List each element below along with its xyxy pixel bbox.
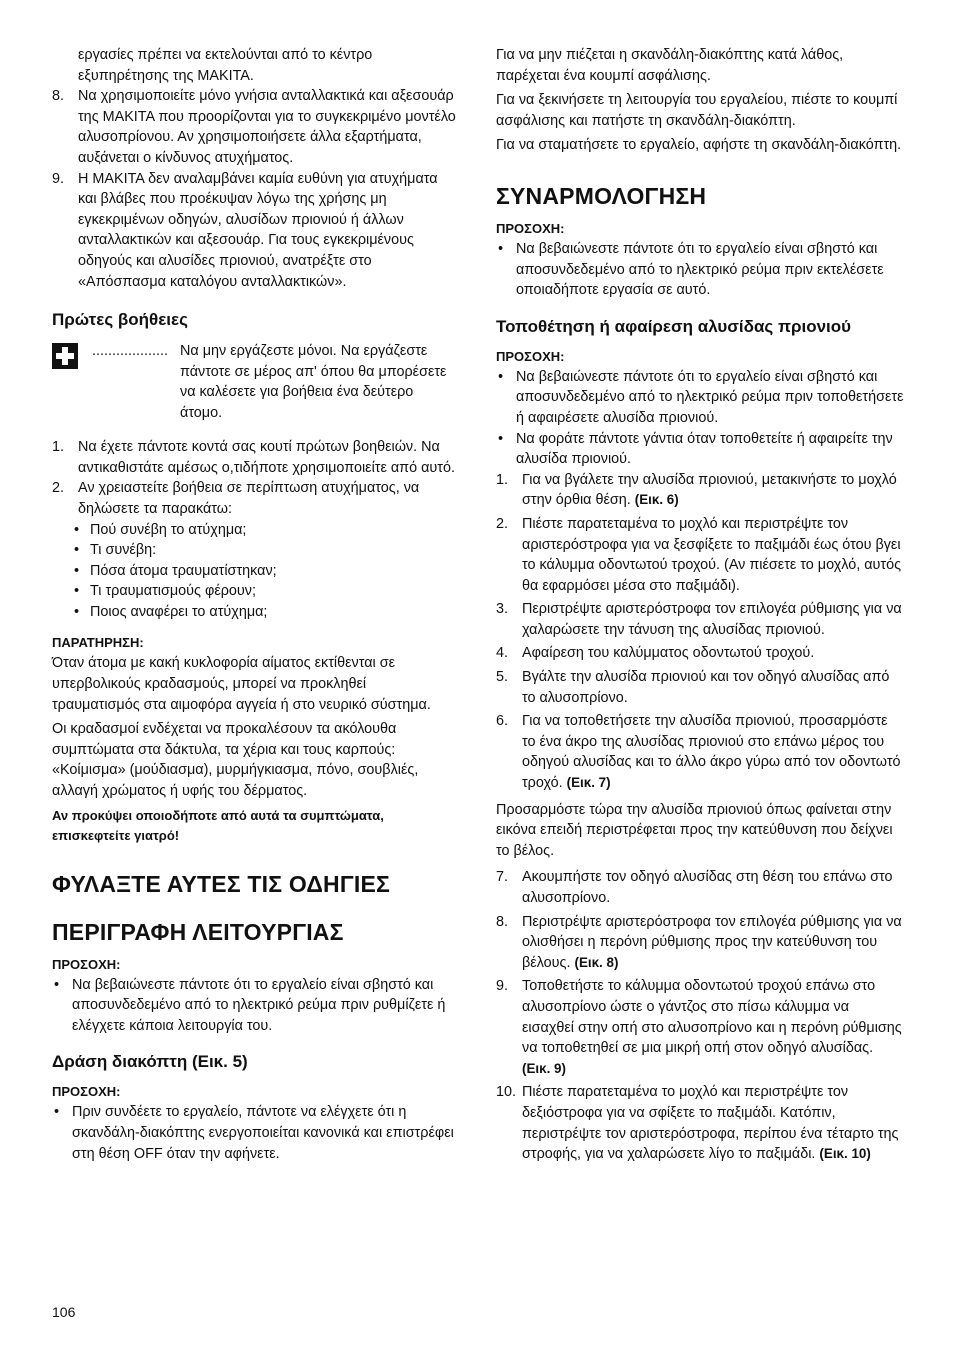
step-item: [496, 514, 904, 596]
step-text: Βγάλτε την αλυσίδα πριονιού και τον οδηγό αλυσίδας από το αλυσοπρίονο.: [522, 669, 890, 706]
step-text: Πιέστε παρατεταμένα το μοχλό και περιστρέψτε τον δεξιόστροφα για να σφίξετε το παξιμάδι. Κατόπιν, περιστρέψτε τον αριστερόστροφα, περίπου ένα τέταρτο της στροφής, για να χαλαρώσετε λίγο το παξιμάδι.: [522, 1084, 899, 1163]
list-number: 9.: [52, 170, 65, 187]
step-number: 8.: [496, 913, 509, 930]
step-item: [496, 976, 904, 1079]
paragraph: Για να σταματήσετε το εργαλείο, αφήστε τη σκανδάλη-διακόπτη.: [496, 137, 902, 154]
bullet-icon: •: [498, 430, 504, 447]
list-item: [52, 437, 456, 478]
first-aid-text: Να μην εργάζεστε μόνοι. Να εργάζεστε πάντοτε σε μέρος απ' όπου θα μπορέσετε να καλέσετε για βοήθεια ένα δεύτερο άτομο.: [180, 343, 447, 421]
step-item: [496, 867, 904, 908]
bullet-icon: •: [74, 562, 80, 579]
bullet-icon: •: [54, 976, 60, 993]
list-text: Πριν συνδέετε το εργαλείο, πάντοτε να ελέγχετε ότι η σκανδάλη-διακόπτης ενεργοποιείται κανονικά και επιστρέφει στη θέση OFF όταν την αφήνετε.: [72, 1104, 454, 1162]
caution-list: [496, 367, 904, 470]
list-text: Η MAKITA δεν αναλαμβάνει καμία ευθύνη για ατυχήματα και βλάβες που προέκυψαν λόγω της χρήσης μη εγκεκριμένων οδηγών, αλυσίδων πριονιού ή άλλων ανταλλακτικών και αξεσουάρ. Για τους εγκεκριμένους οδηγούς και αλυσίδες πριονιού, ανατρέξτε στο «Απόσπασμα καταλόγου ανταλλακτικών».: [78, 170, 438, 290]
step-text: Αφαίρεση του καλύμματος οδοντωτού τροχού.: [522, 645, 815, 662]
sub-list-item: [52, 581, 456, 602]
bullet-item: [496, 429, 904, 470]
bullet-item: [496, 239, 904, 301]
switch-action-heading: Δράση διακόπτη (Εικ. 5): [52, 1052, 248, 1072]
steps-list-b: [496, 867, 904, 1164]
list-item: [52, 169, 456, 293]
figure-reference: (Εικ. 7): [566, 775, 611, 791]
note-warning: Αν προκύψει οποιοδήποτε από αυτά τα συμπτώματα, επισκεφτείτε γιατρό!: [52, 807, 384, 843]
note-label: ΠΑΡΑΤΗΡΗΣΗ:: [52, 635, 144, 651]
sub-list-item: [52, 602, 456, 623]
leader-dots: ...................: [92, 343, 168, 360]
sub-list-item: [52, 540, 456, 561]
list-item: [52, 478, 456, 519]
caution-label: ΠΡΟΣΟΧΗ:: [52, 1084, 121, 1100]
bullet-item: [52, 975, 456, 1037]
list-text: Να βεβαιώνεστε πάντοτε ότι το εργαλείο είναι σβηστό και αποσυνδεδεμένο από το ηλεκτρικό ρεύμα πριν τοποθετήσετε ή αφαιρέσετε αλυσίδα πριονιού.: [516, 368, 904, 426]
bullet-icon: •: [498, 240, 504, 257]
chain-installation-heading: Τοποθέτηση ή αφαίρεση αλυσίδας πριονιού: [496, 316, 852, 336]
step-item: [496, 643, 904, 664]
list-text: Ποιος αναφέρει το ατύχημα;: [90, 603, 268, 620]
functional-description-heading: ΠΕΡΙΓΡΑΦΗ ΛΕΙΤΟΥΡΓΙΑΣ: [52, 918, 344, 945]
paragraph: Προσαρμόστε τώρα την αλυσίδα πριονιού όπως φαίνεται στην εικόνα επειδή περιστρέφεται προς την κατεύθυνση που δείχνει το βέλος.: [496, 801, 893, 859]
figure-reference: (Εικ. 8): [574, 954, 619, 970]
step-text: Τοποθετήστε το κάλυμμα οδοντωτού τροχού επάνω στο αλυσοπρίονο ώστε ο γάντζος στο πίσω κάλυμμα να εισαχθεί στην οπή στο αλυσοπρίονο και η περόνη ρύθμισης να τοποθετηθεί σε μια μικρή οπή στον οδηγό αλυσίδας.: [522, 978, 902, 1057]
step-number: 1.: [496, 471, 509, 488]
step-number: 7.: [496, 869, 509, 886]
first-aid-block: [52, 341, 456, 423]
step-number: 6.: [496, 713, 509, 730]
step-text: Ακουμπήστε τον οδηγό αλυσίδας στη θέση του επάνω στο αλυσοπρίονο.: [522, 869, 893, 906]
step-number: 5.: [496, 669, 509, 686]
caution-list: [52, 975, 456, 1037]
steps-list-a: [496, 470, 904, 794]
bullet-item: [496, 367, 904, 429]
list-number: 2.: [52, 480, 65, 497]
step-item: [496, 711, 904, 793]
list-text: Να χρησιμοποιείτε μόνο γνήσια ανταλλακτικά και αξεσουάρ της MAKITA που προορίζονται για το συγκεκριμένο μοντέλο αλυσοπρίονου. Αν χρησιμοποιήσετε άλλα εξαρτήματα, αυξάνεται ο κίνδυνος ατυχήματος.: [78, 88, 456, 166]
bullet-icon: •: [74, 542, 80, 559]
note-paragraph: Οι κραδασμοί ενδέχεται να προκαλέσουν τα ακόλουθα συμπτώματα στα δάκτυλα, τα χέρια και τους καρπούς: «Κοίμισμα» (μούδιασμα), μυρμήγκιασμα, πόνο, σουβλιές, αλλαγή χρώματος ή υφής του δέρματος.: [52, 721, 419, 800]
list-text: Πού συνέβη το ατύχημα;: [90, 521, 247, 538]
caution-list: [496, 239, 904, 301]
step-text: Περιστρέψτε αριστερόστροφα τον επιλογέα ρύθμισης για να χαλαρώσετε την τάνυση της αλυσίδας πριονιού.: [522, 601, 902, 638]
step-number: 3.: [496, 601, 509, 618]
list-text: Να βεβαιώνεστε πάντοτε ότι το εργαλείο είναι σβηστό και αποσυνδεδεμένο από το ηλεκτρικό ρεύμα πριν ρυθμίζετε ή ελέγχετε κάποια λειτουργία του.: [72, 976, 446, 1034]
step-text: Για να τοποθετήσετε την αλυσίδα πριονιού, προσαρμόστε το ένα άκρο της αλυσίδας πριονιού στο επάνω μέρος του οδηγού αλυσίδας και το άλλο άκρο γύρω από τον οδοντωτό τροχό.: [522, 713, 901, 792]
step-number: 9.: [496, 978, 509, 995]
step-item: [496, 667, 904, 708]
first-aid-sublist: [52, 520, 456, 623]
first-aid-heading: Πρώτες βοήθειες: [52, 310, 188, 330]
list-text: Πόσα άτομα τραυματίστηκαν;: [90, 562, 277, 579]
paragraph: Για να ξεκινήσετε τη λειτουργία του εργαλείου, πιέστε το κουμπί ασφάλισης και πατήστε τη σκανδάλη-διακόπτη.: [496, 92, 898, 129]
left-column: [52, 45, 456, 1164]
list-number: 1.: [52, 439, 65, 456]
assembly-heading: ΣΥΝΑΡΜΟΛΟΓΗΣΗ: [496, 182, 707, 209]
step-item: [496, 1082, 904, 1164]
right-column: [496, 45, 904, 1165]
step-number: 10.: [496, 1084, 517, 1101]
list-item: [52, 86, 456, 168]
list-text: Τι συνέβη:: [90, 542, 157, 559]
step-text: Για να βγάλετε την αλυσίδα πριονιού, μετακινήστε το μοχλό στην όρθια θέση.: [522, 471, 897, 509]
list-number: 8.: [52, 88, 65, 105]
bullet-icon: •: [74, 521, 80, 538]
step-number: 4.: [496, 645, 509, 662]
list-text: Να έχετε πάντοτε κοντά σας κουτί πρώτων βοηθειών. Να αντικαθιστάτε αμέσως ο,τιδήποτε χρησιμοποιείτε από αυτό.: [78, 439, 455, 476]
sub-list-item: [52, 561, 456, 582]
step-text: Περιστρέψτε αριστερόστροφα τον επιλογέα ρύθμισης για να ολισθήσει η περόνη ρύθμισης προς την κατεύθυνση του βέλους.: [522, 913, 902, 971]
caution-label: ΠΡΟΣΟΧΗ:: [496, 220, 565, 236]
figure-reference: (Εικ. 6): [634, 492, 679, 508]
bullet-icon: •: [74, 603, 80, 620]
sub-list-item: [52, 520, 456, 541]
step-number: 2.: [496, 515, 509, 532]
list-text: Να βεβαιώνεστε πάντοτε ότι το εργαλείο είναι σβηστό και αποσυνδεδεμένο από το ηλεκτρικό ρεύμα πριν εκτελέσετε οποιαδήποτε εργασία σε αυτό.: [516, 240, 884, 299]
caution-list: [52, 1102, 456, 1164]
bullet-icon: •: [54, 1104, 60, 1121]
page-number: 106: [52, 1304, 76, 1320]
step-text: Πιέστε παρατεταμένα το μοχλό και περιστρέψτε τον αριστερόστροφα για να ξεσφίξετε το παξιμάδι έως ότου βγει το κάλυμμα οδοντωτού τροχού. (Αν πιέσετε το μοχλό, αυτός θα εφαρμόσει μέσα στο παξιμάδι).: [522, 515, 902, 594]
note-paragraph: Όταν άτομα με κακή κυκλοφορία αίματος εκτίθενται σε υπερβολικούς κραδασμούς, μπορεί να προκληθεί τραυματισμός στα αιμοφόρα αγγεία ή στο νευρικό σύστημα.: [52, 655, 431, 713]
step-item: [496, 470, 904, 511]
paragraph: εργασίες πρέπει να εκτελούνται από το κέντρο εξυπηρέτησης της MAKITA.: [78, 47, 373, 84]
bullet-item: [52, 1102, 456, 1164]
list-text: Τι τραυματισμούς φέρουν;: [90, 583, 256, 600]
numbered-list-top: [52, 86, 456, 292]
figure-reference: (Εικ. 10): [819, 1146, 871, 1162]
caution-label: ΠΡΟΣΟΧΗ:: [496, 348, 565, 364]
caution-label: ΠΡΟΣΟΧΗ:: [52, 956, 121, 972]
keep-instructions-heading: ΦΥΛΑΞΤΕ ΑΥΤΕΣ ΤΙΣ ΟΔΗΓΙΕΣ: [52, 870, 391, 897]
first-aid-cross-icon: [52, 343, 78, 369]
list-text: Να φοράτε πάντοτε γάντια όταν τοποθετείτε ή αφαιρείτε την αλυσίδα πριονιού.: [516, 430, 893, 468]
paragraph: Για να μην πιέζεται η σκανδάλη-διακόπτης κατά λάθος, παρέχεται ένα κουμπί ασφάλισης.: [496, 47, 844, 84]
step-item: [496, 912, 904, 974]
bullet-icon: •: [498, 368, 504, 385]
step-item: [496, 599, 904, 640]
list-text: Αν χρειαστείτε βοήθεια σε περίπτωση ατυχήματος, να δηλώσετε τα παρακάτω:: [78, 480, 420, 517]
figure-reference: (Εικ. 9): [522, 1060, 566, 1076]
first-aid-list: [52, 437, 456, 519]
bullet-icon: •: [74, 583, 80, 600]
